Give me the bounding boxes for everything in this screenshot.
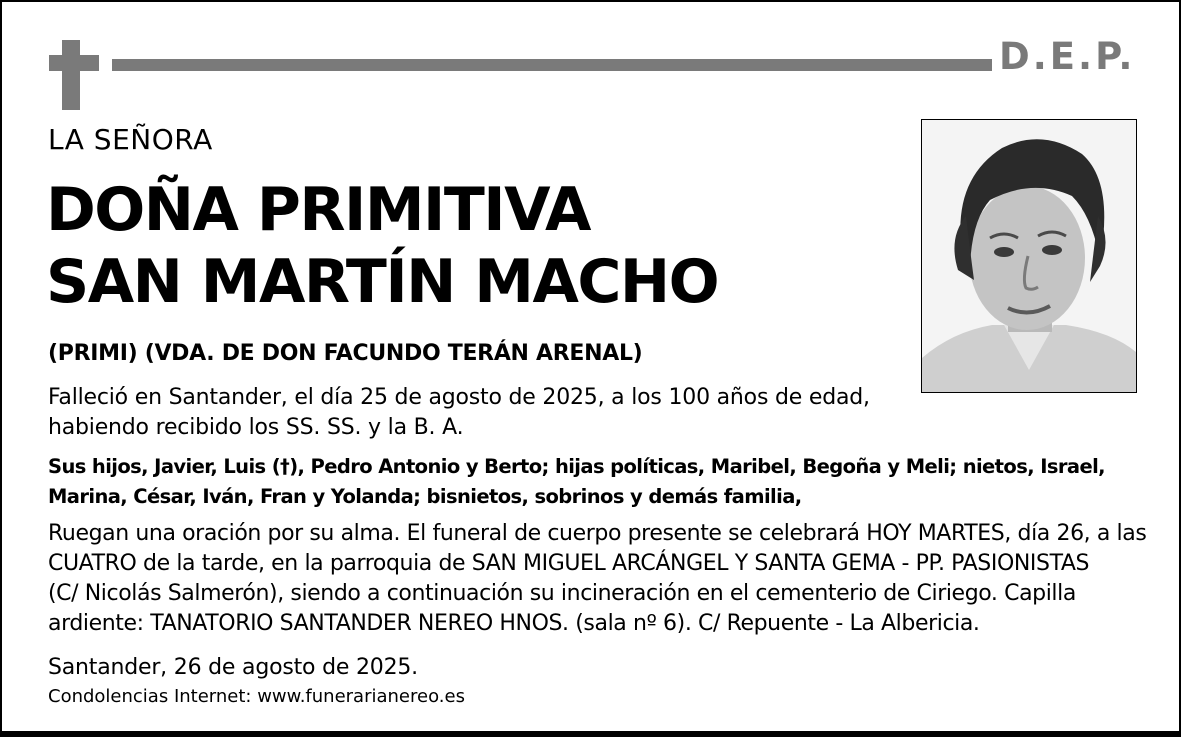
latin-cross-icon-bar (49, 55, 99, 71)
deceased-name-line2: SAN MARTÍN MACHO (46, 247, 719, 317)
latin-cross-icon (62, 40, 80, 110)
header-rule (112, 59, 992, 71)
funeral-details-line4: ardiente: TANATORIO SANTANDER NEREO HNOS. (sala nº 6). C/ Repuente - La Albericia. (48, 611, 980, 636)
death-notice (48, 383, 870, 443)
funeral-details-line2: CUATRO de la tarde, en la parroquia de SAN MIGUEL ARCÁNGEL Y SANTA GEMA - PP. PASIONISTAS (48, 551, 1090, 576)
family-list-line1: Sus hijos, Javier, Luis (†), Pedro Antonio y Berto; hijas políticas, Maribel, Begoña y Meli; nietos, Israel, (48, 455, 1105, 478)
portrait-photo (921, 119, 1137, 393)
funeral-details (48, 519, 1163, 639)
deceased-name (46, 174, 718, 318)
deceased-alias: (PRIMI) (VDA. DE DON FACUNDO TERÁN ARENAL) (48, 341, 643, 366)
place-date: Santander, 26 de agosto de 2025. (48, 655, 418, 680)
funeral-details-line3: (C/ Nicolás Salmerón), siendo a continuación su incineración en el cementerio de Ciriego. Capilla (48, 581, 1076, 606)
honorific-prefix: LA SEÑORA (48, 123, 213, 156)
family-list (48, 452, 1158, 512)
condolences-link: Condolencias Internet: www.funerarianereo.es (48, 686, 465, 707)
family-list-line2: Marina, César, Iván, Fran y Yolanda; bisnietos, sobrinos y demás familia, (48, 485, 802, 508)
portrait-image (922, 120, 1136, 392)
death-notice-line1: Falleció en Santander, el día 25 de agosto de 2025, a los 100 años de edad, (48, 385, 870, 410)
deceased-name-line1: DOÑA PRIMITIVA (46, 175, 590, 245)
dep-label: D.E.P. (999, 35, 1136, 78)
death-notice-line2: habiendo recibido los SS. SS. y la B. A. (48, 415, 464, 440)
funeral-details-line1: Ruegan una oración por su alma. El funeral de cuerpo presente se celebrará HOY MARTES, día 26, a las (48, 521, 1147, 546)
